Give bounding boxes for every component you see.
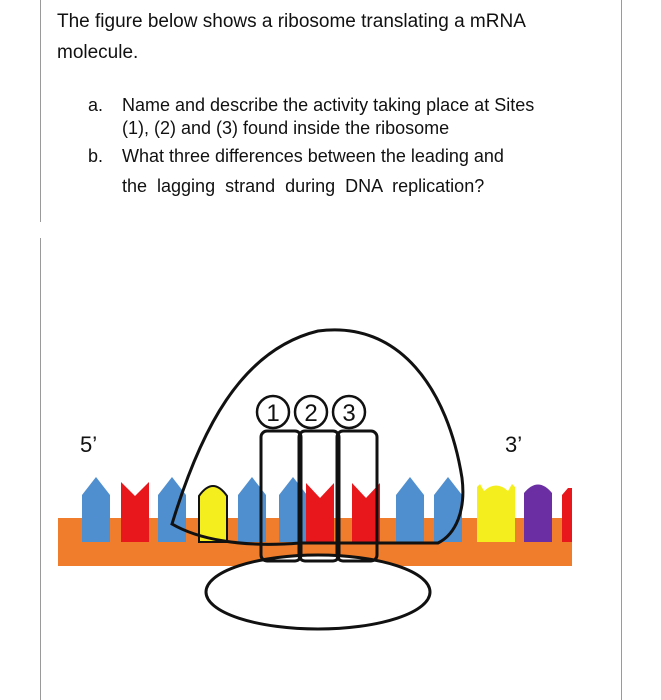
site-label-3 xyxy=(333,396,365,428)
site-label-1 xyxy=(257,396,289,428)
base-blue xyxy=(396,477,424,542)
five-prime-label: 5’ xyxy=(80,432,98,457)
base-red xyxy=(306,483,334,542)
base-purple xyxy=(524,485,552,543)
question-intro-line1: The figure below shows a ribosome translating a mRNA xyxy=(57,11,526,32)
base-blue xyxy=(279,477,307,542)
question-item-b-line2: the lagging strand during DNA replication? xyxy=(122,176,485,196)
base-yellow xyxy=(477,484,515,542)
question-item-b-marker: b. xyxy=(88,146,104,166)
base-blue xyxy=(434,477,462,542)
question-item-a-marker: a. xyxy=(88,95,104,115)
site-1-number: 1 xyxy=(266,400,280,427)
question-item-b-line1: What three differences between the leading and xyxy=(122,146,504,166)
question-intro-line2: molecule. xyxy=(57,42,139,63)
base-red xyxy=(121,482,149,542)
site-3-number: 3 xyxy=(342,400,356,427)
site-2-number: 2 xyxy=(304,400,318,427)
question-item-a-line2: (1), (2) and (3) found inside the ribosome xyxy=(122,118,450,138)
base-red-partial xyxy=(562,488,572,542)
base-blue xyxy=(82,477,110,542)
question-item-a-line1: Name and describe the activity taking place at Sites xyxy=(122,95,535,115)
site-label-2 xyxy=(295,396,327,428)
ribosome-small-subunit xyxy=(206,555,430,629)
base-blue xyxy=(158,477,186,542)
base-yellow xyxy=(199,486,227,542)
three-prime-label: 3’ xyxy=(505,432,523,457)
